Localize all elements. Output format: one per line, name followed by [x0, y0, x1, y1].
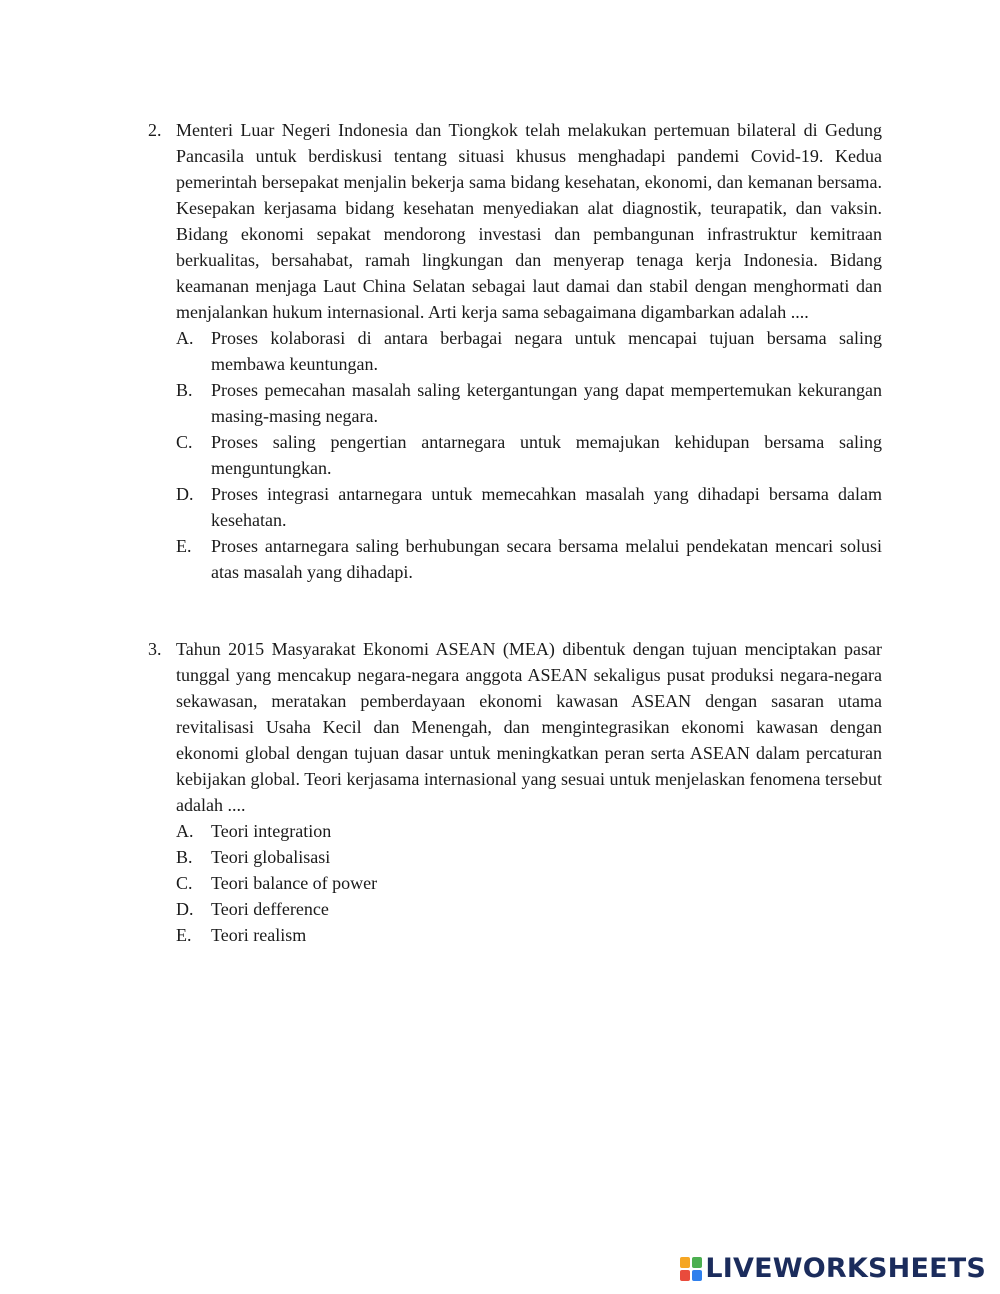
option-text: Teori globalisasi — [211, 847, 331, 867]
liveworksheets-brand[interactable] — [680, 1254, 986, 1284]
answer-options — [176, 818, 882, 948]
option-text: Proses integrasi antarnegara untuk memecahkan masalah yang dihadapi bersama dalam kesehatan. — [211, 484, 882, 530]
option-c[interactable] — [176, 429, 882, 481]
option-text: Proses kolaborasi di antara berbagai negara untuk mencapai tujuan bersama saling membawa keuntungan. — [211, 328, 882, 374]
liveworksheets-logo-icon — [680, 1257, 702, 1281]
option-a[interactable] — [176, 818, 882, 844]
option-letter: E. — [176, 925, 192, 945]
question-text: Menteri Luar Negeri Indonesia dan Tiongkok telah melakukan pertemuan bilateral di Gedung Pancasila untuk berdiskusi tentang situasi khusus menghadapi pandemi Covid-19. Kedua pemerintah bersepakat menjalin bekerja sama bidang kesehatan, ekonomi, dan kemanan bersama. Kesepakan kerjasama bidang kesehatan menyediakan alat diagnostik, teurapatik, dan vaksin. Bidang ekonomi sepakat mendorong investasi dan pembangunan infrastruktur kemitraan berkualitas, bersahabat, ramah lingkungan dan menyerap tenaga kerja Indonesia. Bidang keamanan menjaga Laut China Selatan sebagai laut damai dan stabil dengan menghormati dan menjalankan hukum internasional. Arti kerja sama sebagaimana digambarkan adalah .... — [176, 120, 882, 322]
option-text: Proses saling pengertian antarnegara untuk memajukan kehidupan bersama saling menguntungkan. — [211, 432, 882, 478]
option-letter: A. — [176, 328, 194, 348]
option-a[interactable] — [176, 325, 882, 377]
option-text: Teori integration — [211, 821, 332, 841]
option-letter: C. — [176, 873, 193, 893]
logo-square-icon — [680, 1270, 690, 1281]
option-letter: D. — [176, 484, 194, 504]
option-text: Proses pemecahan masalah saling ketergantungan yang dapat mempertemukan kekurangan masing-masing negara. — [211, 380, 882, 426]
option-e[interactable] — [176, 922, 882, 948]
logo-square-icon — [692, 1270, 702, 1281]
option-d[interactable] — [176, 481, 882, 533]
question-stem — [148, 117, 882, 325]
option-letter: D. — [176, 899, 194, 919]
option-e[interactable] — [176, 533, 882, 585]
option-text: Teori realism — [211, 925, 307, 945]
option-letter: A. — [176, 821, 194, 841]
question-2 — [148, 117, 882, 585]
option-letter: E. — [176, 536, 192, 556]
question-number: 2. — [148, 120, 162, 140]
answer-options — [176, 325, 882, 585]
option-letter: B. — [176, 380, 193, 400]
question-number: 3. — [148, 639, 162, 659]
option-b[interactable] — [176, 377, 882, 429]
option-text: Teori balance of power — [211, 873, 378, 893]
question-text: Tahun 2015 Masyarakat Ekonomi ASEAN (MEA) dibentuk dengan tujuan menciptakan pasar tunggal yang mencakup negara-negara anggota ASEAN sekaligus pusat produksi negara-negara sekawasan, meratakan pemberdayaan ekonomi kawasan ASEAN dengan sasaran utama revitalisasi Usaha Kecil dan Menengah, dan mengintegrasikan ekonomi kawasan dengan ekonomi global dengan tujuan dasar untuk meningkatkan peran serta ASEAN dalam percaturan kebijakan global. Teori kerjasama internasional yang sesuai untuk menjelaskan fenomena tersebut adalah .... — [176, 639, 882, 815]
brand-text: LIVEWORKSHEETS — [705, 1253, 986, 1284]
logo-square-icon — [692, 1257, 702, 1268]
option-d[interactable] — [176, 896, 882, 922]
question-stem — [148, 636, 882, 818]
option-b[interactable] — [176, 844, 882, 870]
option-letter: B. — [176, 847, 193, 867]
option-letter: C. — [176, 432, 193, 452]
option-c[interactable] — [176, 870, 882, 896]
question-3 — [148, 636, 882, 948]
option-text: Proses antarnegara saling berhubungan secara bersama melalui pendekatan mencari solusi atas masalah yang dihadapi. — [211, 536, 882, 582]
logo-square-icon — [680, 1257, 690, 1268]
option-text: Teori defference — [211, 899, 329, 919]
